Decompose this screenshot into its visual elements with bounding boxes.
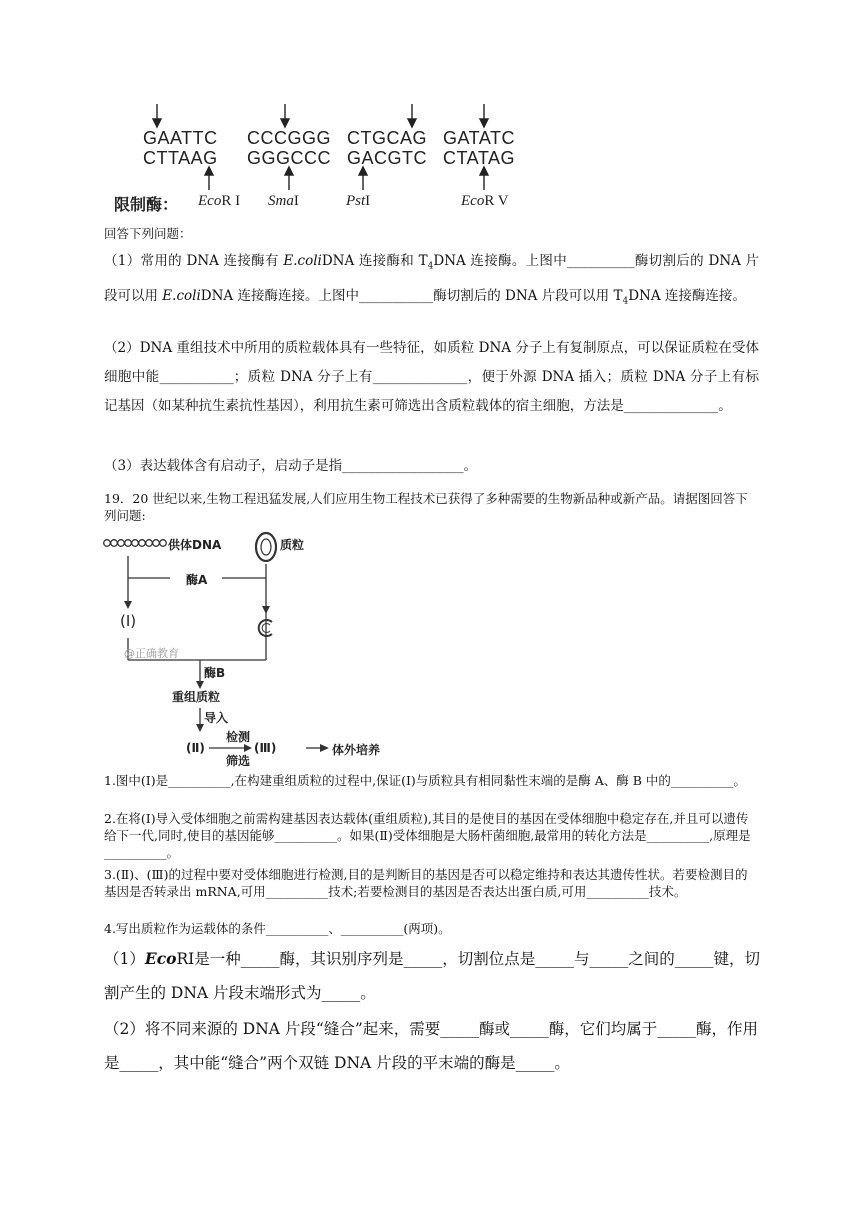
seq-ecorv-top: GATATC [443,128,515,148]
enzyme-name-psti: PstI [346,193,371,209]
final-question-1: （1）EcoRⅠ是一种_____酶，其识别序列是_____，切割位点是_____与_____之间的_____键，切割产生的 DNA 片段末端形式为_____。 [104,949,761,1002]
question-2: （2）DNA 重组技术中所用的质粒载体具有一些特征，如质粒 DNA 分子上有复制原点，可以保证质粒在受体细胞中能___________；质粒 DNA 分子上有______________，便于外源 DNA 插入；质粒 DNA 分子上有标记基因（如某种抗生素抗性基因），利用抗生素可筛选出含质粒载体的宿主细胞，方法是______________。 [104,340,759,414]
enzyme-name-smai: SmaI [268,193,299,209]
sub-question-4: 4.写出质粒作为运载体的条件__________、__________(两项)。 [104,921,451,936]
seq-psti-top: CTGCAG [347,128,428,148]
introduce-label: 导入 [204,711,229,725]
seq-smai-bottom: GGGCCC [247,148,331,168]
sub-question-1: 1.图中(Ⅰ)是__________,在构建重组质粒的过程中,保证(Ⅰ)与质粒具有相同黏性末端的是酶 A、酶 B 中的__________。 [104,773,746,788]
question-3: （3）表达载体含有启动子，启动子是指__________________。 [104,458,478,474]
seq-ecorv-bottom: CTATAG [443,148,515,168]
enzyme-name-ecorv: EcoR V [461,193,509,209]
question-1: （1）常用的 DNA 连接酶有 E.coliDNA 连接酶和 $T_4DNA$ 连接酶。上图中__________酶切割后的 DNA 片段可以用 E.coliDNA 连接酶连接。上图中___________酶切割后的 DNA 片段可以用 $T_4DNA$ 连接酶连接。 [104,253,759,307]
enzyme-name-ecori: EcoR I [198,193,241,209]
seq-ecori-bottom: CTTAAG [143,148,218,168]
enzyme-a-label: 酶A [186,573,208,587]
sub-question-3: 3.(Ⅱ)、(Ⅲ)的过程中要对受体细胞进行检测,目的是判断目的基因是否可以稳定维持和表达其遗传性状。若要检测目的基因是否转录出 mRNA,可用__________技术;若要检测目的基因是否表达出蛋白质,可用__________技术。 [104,867,748,899]
sub-question-2: 2.在将(Ⅰ)导入受体细胞之前需构建基因表达载体(重组质粒),其目的是使目的基因在受体细胞中稳定存在,并且可以遗传给下一代,同时,使目的基因能够__________。如果(Ⅱ)受体细胞是大肠杆菌细胞,最常用的转化方法是__________,原理是__________。 [104,811,751,860]
roman-one-label: (Ⅰ) [120,612,137,630]
roman-three-label: (Ⅲ) [254,741,277,755]
recombinant-plasmid-label: 重组质粒 [172,690,221,704]
enzyme-label: 限制酶： [114,195,179,214]
roman-two-label: (Ⅱ) [186,741,205,755]
plasmid-label: 质粒 [280,538,305,552]
detect-label: 检测 [226,730,251,744]
final-question-2: （2）将不同来源的 DNA 片段“缝合”起来，需要_____酶或_____酶，它们均属于_____酶，作用是_____，其中能“缝合”两个双链 DNA 片段的平末端的酶是_____。 [104,1020,758,1072]
culture-label: 体外培养 [332,743,381,757]
donor-dna-label: 供体DNA [168,538,222,552]
question-19-intro: 19．20 世纪以来,生物工程迅猛发展,人们应用生物工程技术已获得了多种需要的生物新品种或新产品。请据图回答下列问题: [104,491,748,523]
seq-ecori-top: GAATTC [143,128,218,148]
intro-text: 回答下列问题： [104,226,192,241]
screen-label: 筛选 [226,754,251,768]
enzyme-b-label: 酶B [204,666,226,680]
seq-smai-top: CCCGGG [247,128,331,148]
watermark: @正确教育 [124,647,179,660]
seq-psti-bottom: GACGTC [347,148,428,168]
